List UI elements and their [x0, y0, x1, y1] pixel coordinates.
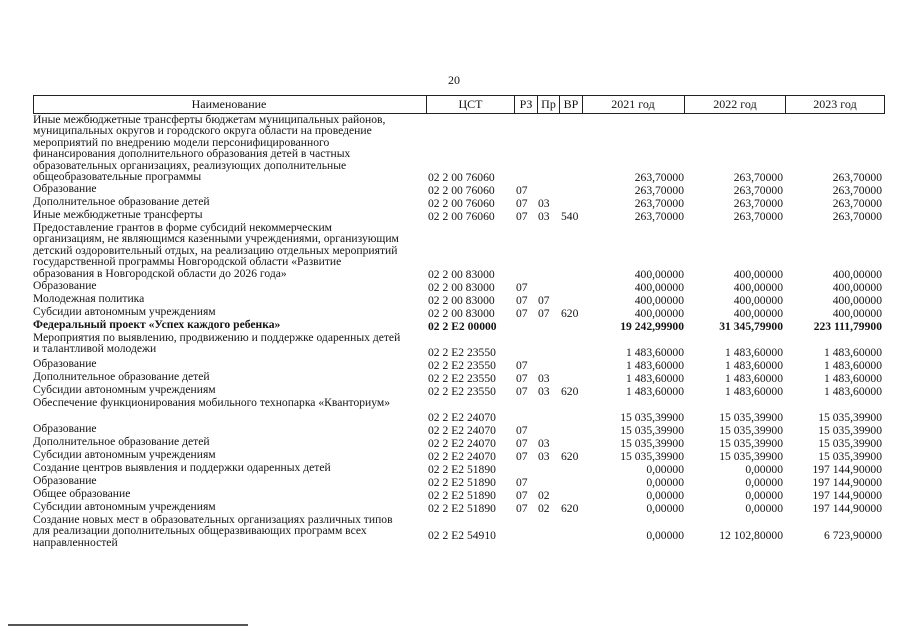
row-name: Молодежная политика [33, 292, 145, 305]
row-2021: 19 242,99900 [620, 319, 684, 333]
row-2022: 1 483,60000 [725, 384, 783, 398]
table-row [33, 462, 885, 475]
row-cst: 02 2 00 83000 [428, 306, 495, 320]
table-body [33, 114, 885, 554]
row-2022: 0,00000 [745, 475, 783, 489]
row-pr: 03 [538, 449, 550, 463]
row-2022: 263,70000 [733, 209, 783, 223]
row-2023: 15 035,39900 [818, 449, 882, 463]
table-row [33, 514, 885, 554]
row-2022: 15 035,39900 [719, 423, 783, 437]
row-2021: 0,00000 [646, 462, 684, 476]
row-rz: 07 [516, 436, 528, 450]
header-cst: ЦСТ [458, 97, 483, 111]
row-2022: 31 345,79900 [719, 319, 783, 333]
header-pr: Пр [541, 97, 556, 111]
row-cst: 02 2 00 83000 [428, 267, 495, 281]
row-name: Дополнительное образование детей [33, 435, 210, 448]
row-cst: 02 2 Е2 51890 [428, 475, 496, 489]
row-pr: 07 [538, 293, 550, 307]
row-rz: 07 [516, 293, 528, 307]
row-2021: 15 035,39900 [620, 423, 684, 437]
row-2023: 1 483,60000 [824, 371, 882, 385]
row-name: Создание новых мест в образовательных организациях различных типов для реализации дополнительных общеразвивающих программ всех направленностей [33, 513, 393, 549]
row-2022: 400,00000 [733, 280, 783, 294]
row-cst: 02 2 00 76060 [428, 170, 495, 184]
row-2022: 0,00000 [745, 462, 783, 476]
header-rz: РЗ [519, 97, 533, 111]
header-2023: 2023 год [813, 97, 857, 111]
footer-rule [8, 624, 248, 626]
row-rz: 07 [516, 196, 528, 210]
row-cst: 02 2 Е2 51890 [428, 488, 496, 502]
table-row [33, 475, 885, 488]
row-rz: 07 [516, 183, 528, 197]
row-pr: 03 [538, 384, 550, 398]
row-2021: 0,00000 [646, 528, 684, 542]
row-cst: 02 2 Е2 54910 [428, 528, 496, 542]
row-2023: 400,00000 [832, 280, 882, 294]
row-2023: 1 483,60000 [824, 345, 882, 359]
row-rz: 07 [516, 423, 528, 437]
row-vr: 620 [561, 306, 579, 320]
row-2021: 263,70000 [634, 170, 684, 184]
row-2023: 263,70000 [832, 170, 882, 184]
row-rz: 07 [516, 280, 528, 294]
row-pr: 02 [538, 501, 550, 515]
header-vr: ВР [563, 97, 579, 111]
row-name: Образование [33, 474, 97, 487]
row-2023: 1 483,60000 [824, 384, 882, 398]
row-name: Образование [33, 182, 97, 195]
row-2021: 0,00000 [646, 488, 684, 502]
row-2023: 15 035,39900 [818, 423, 882, 437]
row-name: Субсидии автономным учреждениям [33, 448, 216, 461]
row-2021: 400,00000 [634, 306, 684, 320]
row-rz: 07 [516, 209, 528, 223]
header-name: Наименование [191, 97, 267, 111]
row-name: Иные межбюджетные трансферты [33, 208, 203, 221]
row-name: Федеральный проект «Успех каждого ребенка» [33, 318, 281, 331]
row-name: Образование [33, 357, 97, 370]
row-pr: 03 [538, 371, 550, 385]
row-2022: 0,00000 [745, 488, 783, 502]
page-number: 20 [448, 73, 460, 87]
row-cst: 02 2 Е2 23550 [428, 384, 496, 398]
row-2023: 400,00000 [832, 267, 882, 281]
row-2021: 0,00000 [646, 501, 684, 515]
table-header [33, 95, 885, 114]
row-2021: 1 483,60000 [626, 384, 684, 398]
row-pr: 07 [538, 306, 550, 320]
table-row [33, 114, 885, 183]
row-pr: 03 [538, 196, 550, 210]
row-2021: 263,70000 [634, 209, 684, 223]
row-pr: 03 [538, 436, 550, 450]
row-2023: 223 111,79900 [813, 319, 882, 333]
row-2021: 0,00000 [646, 475, 684, 489]
row-2023: 263,70000 [832, 196, 882, 210]
row-cst: 02 2 00 76060 [428, 209, 495, 223]
row-2021: 1 483,60000 [626, 358, 684, 372]
table-row [33, 280, 885, 293]
row-cst: 02 2 Е2 23550 [428, 358, 496, 372]
row-2023: 400,00000 [832, 293, 882, 307]
table-row [33, 397, 885, 423]
row-2023: 6 723,90000 [824, 528, 882, 542]
row-2022: 12 102,80000 [719, 528, 783, 542]
row-2023: 197 144,90000 [812, 501, 882, 515]
row-vr: 540 [561, 209, 579, 223]
row-cst: 02 2 Е2 23550 [428, 371, 496, 385]
row-cst: 02 2 Е2 51890 [428, 462, 496, 476]
row-name: Образование [33, 279, 97, 292]
row-cst: 02 2 00 83000 [428, 280, 495, 294]
row-2022: 263,70000 [733, 170, 783, 184]
row-name: Дополнительное образование детей [33, 370, 210, 383]
row-2021: 15 035,39900 [620, 410, 684, 424]
row-vr: 620 [561, 449, 579, 463]
row-name: Мероприятия по выявлению, продвижению и поддержке одаренных детей и талантливой молодежи [33, 331, 401, 356]
row-rz: 07 [516, 449, 528, 463]
row-2021: 263,70000 [634, 196, 684, 210]
row-2023: 15 035,39900 [818, 436, 882, 450]
row-2021: 263,70000 [634, 183, 684, 197]
table-row [33, 332, 885, 358]
row-pr: 03 [538, 209, 550, 223]
row-name: Иные межбюджетные трансферты бюджетам муниципальных районов, муниципальных округов и городского округа области на проведение мероприятий по внедрению модели персонифицированного финансирования дополнительного образования детей в частных образовательных организациях, реализующих дополнительные общеобразовательные программы [33, 113, 386, 184]
row-vr: 620 [561, 384, 579, 398]
header-2021: 2021 год [611, 97, 655, 111]
row-rz: 07 [516, 358, 528, 372]
row-name: Дополнительное образование детей [33, 195, 210, 208]
row-cst: 02 2 00 76060 [428, 196, 495, 210]
row-2022: 1 483,60000 [725, 358, 783, 372]
row-2022: 15 035,39900 [719, 410, 783, 424]
row-cst: 02 2 Е2 23550 [428, 345, 496, 359]
row-name: Обеспечение функционирования мобильного технопарка «Кванториум» [33, 396, 391, 409]
header-2022: 2022 год [713, 97, 757, 111]
table-row [33, 222, 885, 280]
row-2022: 263,70000 [733, 183, 783, 197]
budget-table [33, 95, 885, 554]
row-2021: 15 035,39900 [620, 436, 684, 450]
row-pr: 02 [538, 488, 550, 502]
row-2023: 263,70000 [832, 183, 882, 197]
row-name: Субсидии автономным учреждениям [33, 500, 216, 513]
row-2022: 15 035,39900 [719, 436, 783, 450]
row-2023: 263,70000 [832, 209, 882, 223]
row-rz: 07 [516, 488, 528, 502]
row-cst: 02 2 Е2 00000 [428, 319, 497, 333]
row-2021: 1 483,60000 [626, 345, 684, 359]
row-2022: 400,00000 [733, 267, 783, 281]
row-2023: 400,00000 [832, 306, 882, 320]
row-cst: 02 2 Е2 24070 [428, 449, 496, 463]
row-2021: 400,00000 [634, 267, 684, 281]
row-name: Предоставление грантов в форме субсидий некоммерческим организациям, не являющимся казенными учреждениями, организующим детский оздоровительный отдых, на реализацию отдельных мероприятий государственной программы Новгородской области «Развитие образования в Новгородской области до 2026 года» [33, 221, 399, 280]
row-name: Создание центров выявления и поддержки одаренных детей [33, 461, 331, 474]
row-2022: 0,00000 [745, 501, 783, 515]
row-2023: 197 144,90000 [812, 488, 882, 502]
row-cst: 02 2 Е2 24070 [428, 423, 496, 437]
row-rz: 07 [516, 384, 528, 398]
row-vr: 620 [561, 501, 579, 515]
row-2021: 400,00000 [634, 293, 684, 307]
row-2022: 1 483,60000 [725, 371, 783, 385]
row-rz: 07 [516, 475, 528, 489]
row-2023: 1 483,60000 [824, 358, 882, 372]
row-2022: 400,00000 [733, 306, 783, 320]
row-2022: 15 035,39900 [719, 449, 783, 463]
row-2021: 400,00000 [634, 280, 684, 294]
row-rz: 07 [516, 371, 528, 385]
row-2021: 1 483,60000 [626, 371, 684, 385]
row-2023: 197 144,90000 [812, 475, 882, 489]
row-cst: 02 2 00 83000 [428, 293, 495, 307]
row-rz: 07 [516, 501, 528, 515]
row-cst: 02 2 00 76060 [428, 183, 495, 197]
row-2022: 1 483,60000 [725, 345, 783, 359]
row-cst: 02 2 Е2 24070 [428, 410, 496, 424]
row-2022: 263,70000 [733, 196, 783, 210]
row-name: Образование [33, 422, 97, 435]
row-cst: 02 2 Е2 24070 [428, 436, 496, 450]
row-2022: 400,00000 [733, 293, 783, 307]
row-2021: 15 035,39900 [620, 449, 684, 463]
row-2023: 15 035,39900 [818, 410, 882, 424]
row-rz: 07 [516, 306, 528, 320]
row-cst: 02 2 Е2 51890 [428, 501, 496, 515]
row-name: Общее образование [33, 487, 131, 500]
row-2023: 197 144,90000 [812, 462, 882, 476]
row-name: Субсидии автономным учреждениям [33, 383, 216, 396]
row-name: Субсидии автономным учреждениям [33, 305, 216, 318]
